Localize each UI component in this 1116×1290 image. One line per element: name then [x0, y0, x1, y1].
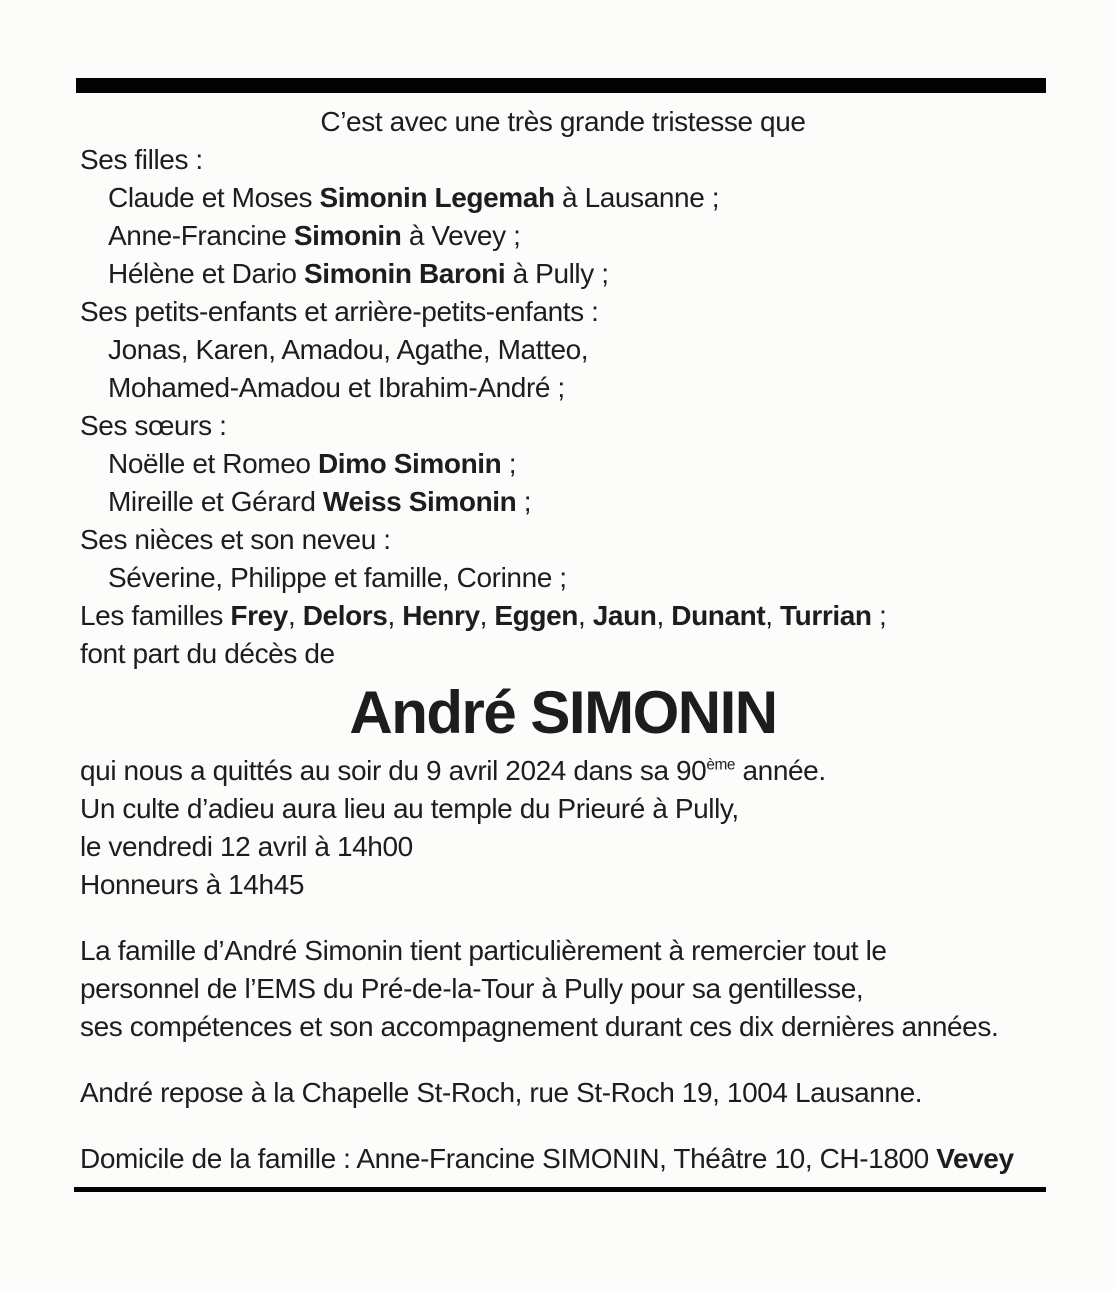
text-segment: Les familles — [80, 600, 231, 631]
text-line — [80, 1008, 1046, 1046]
text-line — [80, 217, 1046, 255]
text-segment: , — [765, 600, 781, 631]
text-line — [80, 255, 1046, 293]
text-segment: , — [287, 600, 303, 631]
text-segment: Domicile de la famille : Anne-Francine SIMONIN, Théâtre 10, CH-1800 — [80, 1143, 937, 1174]
text-line — [80, 179, 1046, 217]
text-segment: font part du décès de — [80, 638, 335, 669]
text-line — [80, 752, 1046, 790]
text-segment: à Pully ; — [505, 258, 609, 289]
bold-text-segment: Vevey — [936, 1143, 1014, 1174]
text-segment: Ses nièces et son neveu : — [80, 524, 391, 555]
text-segment: Séverine, Philippe et famille, Corinne ; — [108, 562, 567, 593]
text-segment: personnel de l’EMS du Pré-de-la-Tour à Pully pour sa gentillesse, — [80, 973, 864, 1004]
text-segment: Noëlle et Romeo — [108, 448, 318, 479]
text-line — [80, 331, 1046, 369]
bold-text-segment: Eggen — [494, 600, 578, 631]
text-line — [80, 932, 1046, 970]
text-line — [80, 521, 1046, 559]
text-line — [80, 141, 1046, 179]
bold-text-segment: Simonin Baroni — [303, 258, 506, 289]
text-line — [80, 635, 1046, 673]
text-segment: ses compétences et son accompagnement durant ces dix dernières années. — [80, 1011, 999, 1042]
text-line — [80, 483, 1046, 521]
text-segment: année. — [735, 755, 826, 786]
text-segment: le vendredi 12 avril à 14h00 — [80, 831, 413, 862]
bold-text-segment: Weiss Simonin — [322, 486, 517, 517]
text-segment: ; — [501, 448, 517, 479]
text-segment: Ses sœurs : — [80, 410, 227, 441]
bold-text-segment: Henry — [402, 600, 480, 631]
bold-text-segment: Simonin Legemah — [319, 182, 555, 213]
text-segment: ; — [516, 486, 532, 517]
text-segment: La famille d’André Simonin tient particulièrement à remercier tout le — [80, 935, 887, 966]
text-segment: Mireille et Gérard — [108, 486, 323, 517]
notice-lines — [80, 103, 1046, 1178]
text-segment: Claude et Moses — [108, 182, 320, 213]
text-segment: Mohamed-Amadou et Ibrahim-André ; — [108, 372, 565, 403]
text-line — [80, 970, 1046, 1008]
bold-text-segment: Frey — [230, 600, 288, 631]
text-segment: Ses filles : — [80, 144, 203, 175]
text-segment: André SIMONIN — [349, 679, 777, 746]
text-segment: , — [577, 600, 593, 631]
text-segment: Jonas, Karen, Amadou, Agathe, Matteo, — [108, 334, 589, 365]
text-segment: C’est avec une très grande tristesse que — [320, 106, 806, 137]
text-line — [80, 597, 1046, 635]
bold-text-segment: Simonin — [293, 220, 402, 251]
ordinal-superscript: ème — [706, 756, 736, 774]
text-line — [80, 293, 1046, 331]
text-line — [80, 369, 1046, 407]
text-line — [80, 828, 1046, 866]
text-segment: André repose à la Chapelle St-Roch, rue St-Roch 19, 1004 Lausanne. — [80, 1077, 923, 1108]
text-line — [80, 103, 1046, 141]
text-segment: Anne-Francine — [108, 220, 294, 251]
bold-text-segment: Jaun — [592, 600, 657, 631]
text-line — [80, 407, 1046, 445]
text-segment: à Vevey ; — [401, 220, 521, 251]
text-line — [80, 866, 1046, 904]
bold-text-segment: Delors — [302, 600, 388, 631]
bottom-border-rule — [74, 1187, 1046, 1192]
text-segment: à Lausanne ; — [554, 182, 720, 213]
text-segment: ; — [871, 600, 887, 631]
text-segment: , — [656, 600, 672, 631]
bold-text-segment: Turrian — [780, 600, 872, 631]
text-line — [80, 1140, 1046, 1178]
text-line — [80, 790, 1046, 828]
text-segment: Hélène et Dario — [108, 258, 304, 289]
top-border-bar — [76, 78, 1046, 93]
bold-text-segment: Dimo Simonin — [317, 448, 502, 479]
text-segment: qui nous a quittés au soir du 9 avril 2024 dans sa 90 — [80, 755, 707, 786]
text-line — [80, 1074, 1046, 1112]
text-segment: Honneurs à 14h45 — [80, 869, 304, 900]
bold-text-segment: Dunant — [671, 600, 766, 631]
text-segment: Ses petits-enfants et arrière-petits-enfants : — [80, 296, 599, 327]
text-segment: , — [387, 600, 403, 631]
text-segment: , — [479, 600, 495, 631]
deceased-name — [80, 677, 1046, 749]
text-line — [80, 445, 1046, 483]
text-line — [80, 559, 1046, 597]
text-segment: Un culte d’adieu aura lieu au temple du Prieuré à Pully, — [80, 793, 739, 824]
